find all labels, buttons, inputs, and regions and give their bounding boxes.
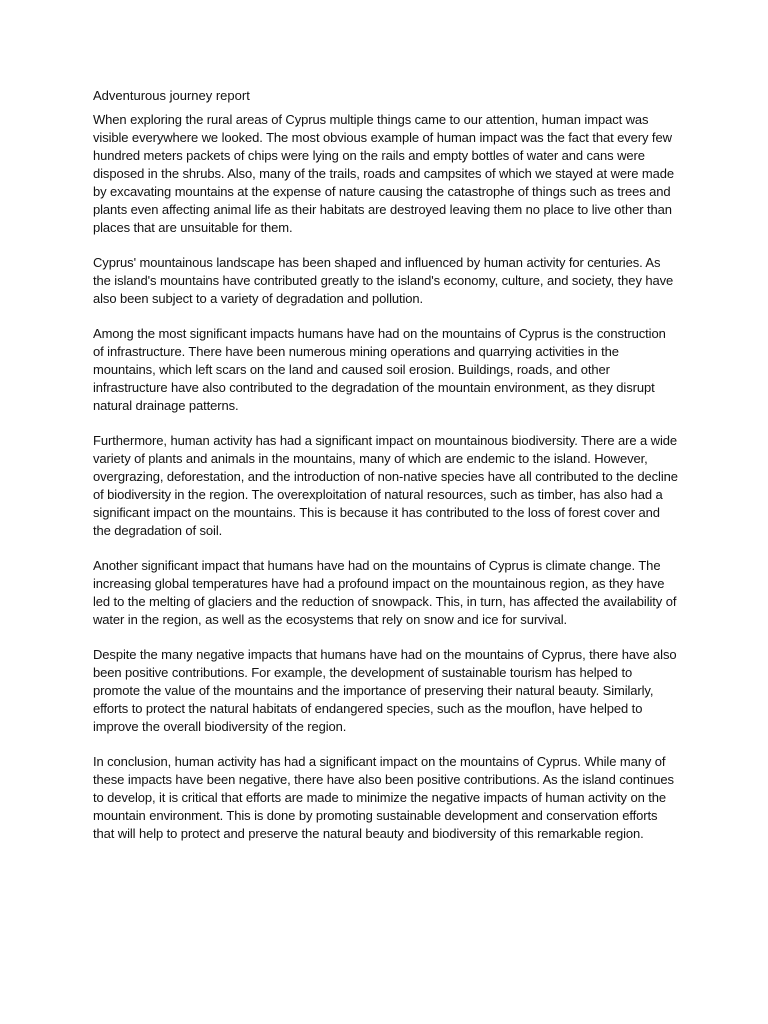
document-page xyxy=(93,87,679,860)
paragraph-infrastructure: Among the most significant impacts humans have had on the mountains of Cyprus is the construction of infrastructure. There have been numerous mining operations and quarrying activities in the mountains, which left scars on the land and caused soil erosion. Buildings, roads, and other infrastructure have also contributed to the degradation of the mountain environment, as they disrupt natural drainage patterns. xyxy=(93,326,666,413)
paragraph-landscape: Cyprus' mountainous landscape has been shaped and influenced by human activity for centuries. As the island's mountains have contributed greatly to the island's economy, culture, and society, they have also been subject to a variety of degradation and pollution. xyxy=(93,255,674,306)
paragraph-climate-change: Another significant impact that humans have had on the mountains of Cyprus is climate change. The increasing global temperatures have had a profound impact on the mountainous region, as they have led to the melting of glaciers and the reduction of snowpack. This, in turn, has affected the availability of water in the region, as well as the ecosystems that rely on snow and ice for survival. xyxy=(93,558,677,627)
document-title: Adventurous journey report xyxy=(93,88,250,103)
paragraph-biodiversity: Furthermore, human activity has had a significant impact on mountainous biodiversity. There are a wide variety of plants and animals in the mountains, many of which are endemic to the island. However, overgrazing, deforestation, and the introduction of non-native species have all contributed to the decline of biodiversity in the region. The overexploitation of natural resources, such as timber, has also had a significant impact on the mountains. This is because it has contributed to the loss of forest cover and the degradation of soil. xyxy=(93,433,678,538)
paragraph-conclusion: In conclusion, human activity has had a significant impact on the mountains of Cyprus. While many of these impacts have been negative, there have also been positive contributions. As the island continues to develop, it is critical that efforts are made to minimize the negative impacts of human activity on the mountain environment. This is done by promoting sustainable development and conservation efforts that will help to protect and preserve the natural beauty and biodiversity of this remarkable region. xyxy=(93,754,674,841)
paragraph-positive-contributions: Despite the many negative impacts that humans have had on the mountains of Cyprus, there have also been positive contributions. For example, the development of sustainable tourism has helped to promote the value of the mountains and the importance of preserving their natural beauty. Similarly, efforts to protect the natural habitats of endangered species, such as the mouflon, have helped to improve the overall biodiversity of the region. xyxy=(93,647,677,734)
paragraph-intro: When exploring the rural areas of Cyprus multiple things came to our attention, human impact was visible everywhere we looked. The most obvious example of human impact was the fact that every few hundred meters packets of chips were lying on the rails and empty bottles of water and cans were disposed in the shrubs. Also, many of the trails, roads and campsites of which we stayed at were made by excavating mountains at the expense of nature causing the catastrophe of things such as trees and plants even affecting animal life as their habitats are destroyed leaving them no place to live other than places that are unsuitable for them. xyxy=(93,112,674,235)
